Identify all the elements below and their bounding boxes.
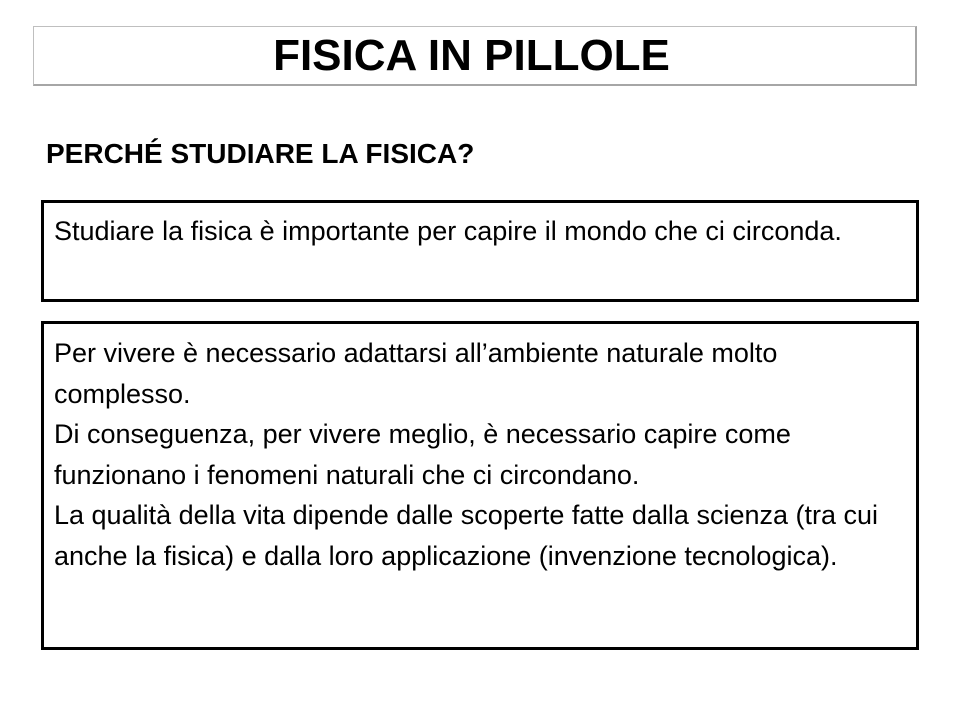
slide-title: FISICA IN PILLOLE bbox=[273, 30, 670, 80]
intro-paragraph: Studiare la fisica è importante per capire il mondo che ci circonda. bbox=[54, 216, 842, 246]
explanation-paragraph-1: Per vivere è necessario adattarsi all’ambiente naturale molto complesso. bbox=[54, 338, 778, 409]
explanation-paragraph-3: La qualità della vita dipende dalle scoperte fatte dalla scienza (tra cui anche la fisica) e dalla loro applicazione (invenzione tecnologica). bbox=[54, 500, 879, 571]
title-banner bbox=[33, 26, 917, 86]
explanation-text-box bbox=[41, 321, 919, 650]
slide-subtitle: PERCHÉ STUDIARE LA FISICA? bbox=[46, 138, 475, 169]
intro-text-box bbox=[41, 200, 919, 302]
explanation-paragraph-2: Di conseguenza, per vivere meglio, è necessario capire come funzionano i fenomeni naturali che ci circondano. bbox=[54, 419, 791, 490]
